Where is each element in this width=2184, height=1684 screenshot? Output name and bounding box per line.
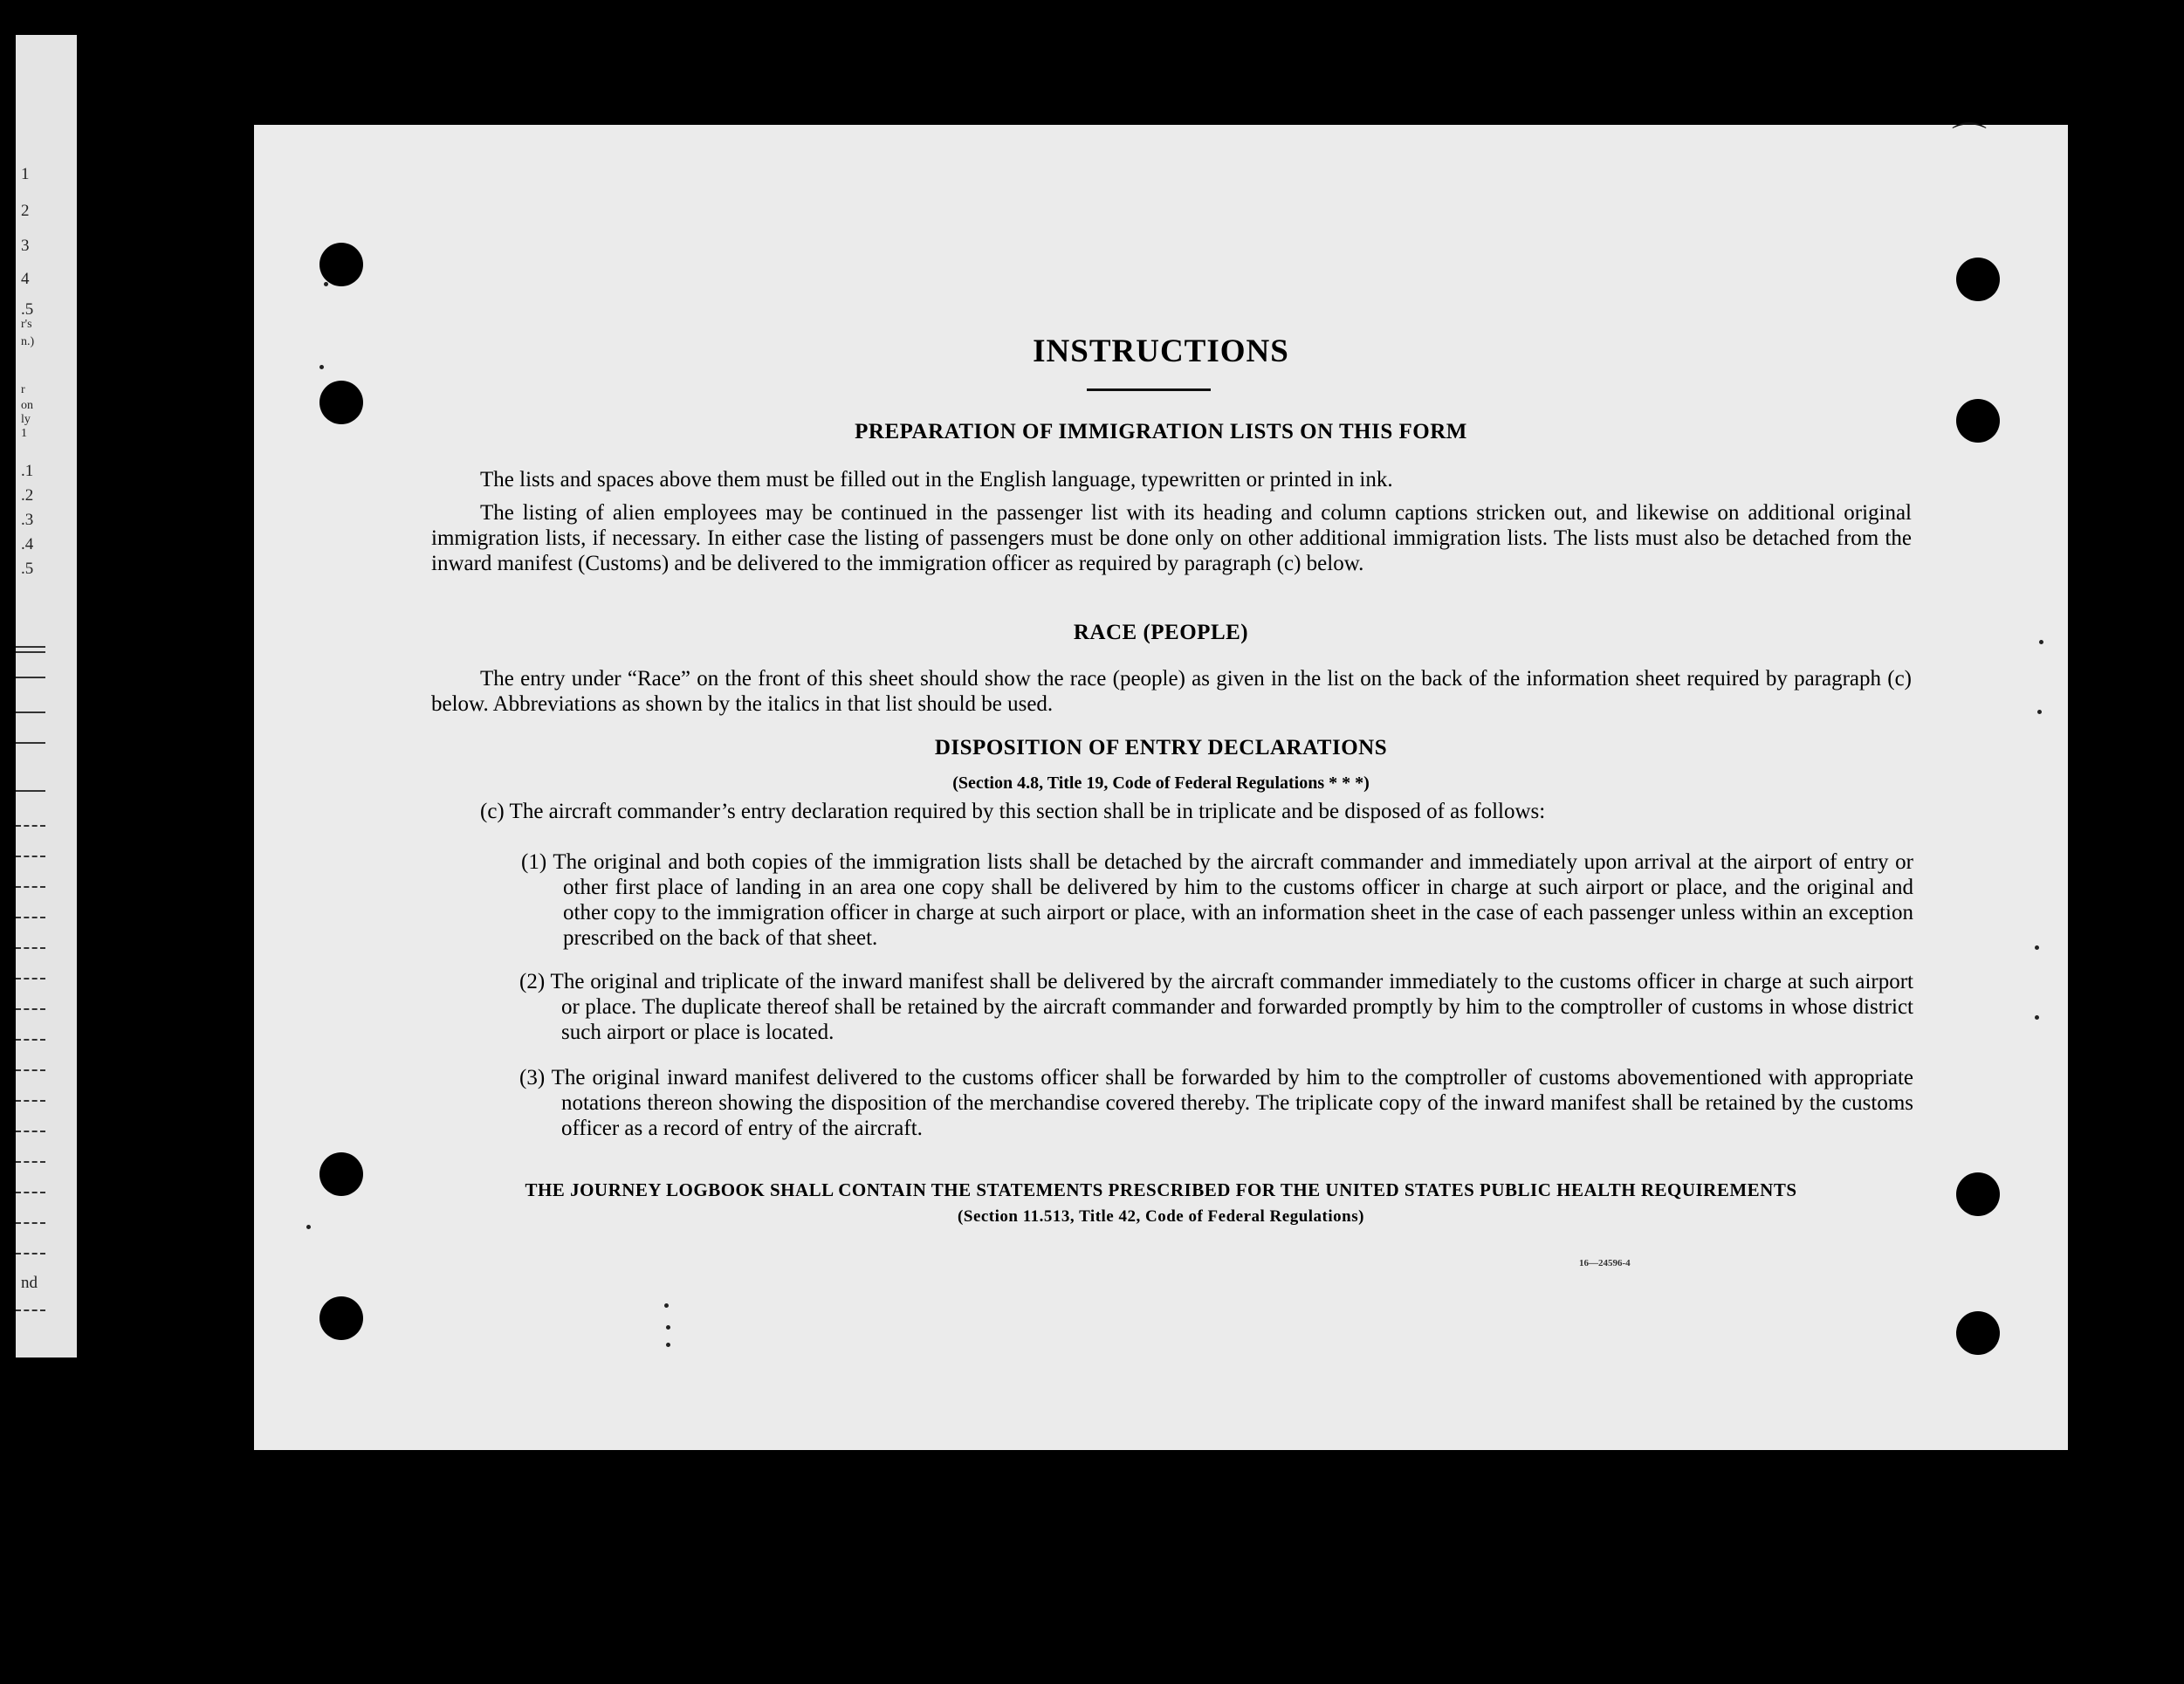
punch-hole [1956,1311,2000,1355]
list-item: (2) The original and triplicate of the inward manifest shall be delivered by the aircraft commander immediately to the customs officer in charge at such airport or place. The duplicate thereof shall be retained by the aircraft commander and forwarded promptly by him to the comptroller of customs in whose district such airport or place is located. [519,970,1913,1044]
strip-label: on [21,399,33,412]
instructions-page [254,120,2068,1450]
strip-rule [16,1131,45,1132]
strip-rule [16,646,45,648]
footer-citation: (Section 11.513, Title 42, Code of Federal Regulations) [958,1207,1364,1226]
strip-label: 1 [21,165,30,183]
strip-label: .3 [21,511,34,529]
strip-label: nd [21,1274,38,1292]
strip-label: ly [21,413,31,426]
strip-rule [16,1069,45,1071]
strip-rule [16,1222,45,1224]
strip-rule [16,856,45,857]
strip-label: 4 [21,270,30,288]
strip-rule [16,1192,45,1193]
punch-hole [1956,258,2000,301]
form-number: 16—24596-4 [1579,1258,1631,1268]
strip-rule [16,711,45,713]
list-item: (1) The original and both copies of the immigration lists shall be detached by the aircraft commander and immediately upon arrival at the airport of entry or other first place of landing in an area one copy shall be delivered by him to the customs officer in charge at such airport or place, and the original and other copy to the immigration officer in charge at such airport or place, with an information sheet in the case of each passenger unless within an exception prescribed on the back of that sheet. [521,850,1913,950]
strip-rule [16,742,45,744]
scan-speck [2035,1015,2039,1020]
scan-speck [664,1303,669,1308]
title-underline [1087,388,1211,391]
punch-hole [319,243,363,286]
section-heading-disposition: DISPOSITION OF ENTRY DECLARATIONS [934,736,1388,760]
strip-rule [16,1039,45,1041]
strip-rule [16,825,45,827]
paragraph: (c) The aircraft commander’s entry declaration required by this section shall be in triplicate and be disposed of as follows: [480,800,1546,823]
strip-label: r's [21,318,32,331]
punch-hole [319,1296,363,1340]
adjacent-sheet-strip [16,35,77,1358]
strip-rule [16,1100,45,1102]
strip-rule [16,1253,45,1254]
paragraph: The lists and spaces above them must be filled out in the English language, typewritten or printed in ink. [480,468,1393,491]
strip-label: n.) [21,335,35,348]
footer-statement: THE JOURNEY LOGBOOK SHALL CONTAIN THE STATEMENTS PRESCRIBED FOR THE UNITED STATES PUBLIC HEALTH REQUIREMENTS [525,1179,1797,1200]
scan-speck [666,1343,670,1347]
strip-label: .5 [21,560,34,578]
punch-hole [319,381,363,424]
paragraph: The entry under “Race” on the front of this sheet should show the race (people) as given in the list on the back of the information sheet required by paragraph (c) below. Abbreviations as shown by the italics in that list should be used. [431,667,1912,716]
strip-label: .4 [21,535,34,553]
strip-label: .5 [21,300,34,319]
strip-rule [16,677,45,678]
strip-label: .2 [21,486,34,505]
strip-label: 3 [21,237,30,255]
paragraph: The listing of alien employees may be continued in the passenger list with its heading and column captions stricken out, and likewise on additional original immigration lists, if necessary. In either case the listing of passengers must be done only on other additional immigration lists. The lists must also be detached from the inward manifest (Customs) and be delivered to the immigration officer as required by paragraph (c) below. [431,501,1912,575]
strip-label: 2 [21,202,30,220]
section-heading-preparation: PREPARATION OF IMMIGRATION LISTS ON THIS FORM [855,420,1467,443]
strip-label: 1 [21,427,27,440]
scan-speck [324,282,328,286]
strip-rule [16,1161,45,1163]
strip-label: r [21,383,25,396]
scan-speck [666,1325,670,1330]
section-heading-race: RACE (PEOPLE) [1073,621,1249,644]
strip-rule [16,651,45,653]
scan-speck [2035,945,2039,950]
strip-rule [16,1008,45,1010]
strip-rule [16,1309,45,1311]
strip-rule [16,886,45,888]
strip-rule [16,947,45,949]
strip-rule [16,917,45,918]
page-title: INSTRUCTIONS [1033,333,1289,369]
list-item: (3) The original inward manifest delivered to the customs officer shall be forwarded by him to the comptroller of customs abovementioned with appropriate notations thereon showing the disposition of the merchandise covered thereby. The triplicate copy of the inward manifest shall be retained by the customs officer as a record of entry of the aircraft. [519,1066,1913,1140]
scan-mark: ⌒ [1952,120,1987,160]
regulation-citation: (Section 4.8, Title 19, Code of Federal Regulations * * *) [952,773,1370,793]
scan-speck [2037,710,2042,714]
strip-label: .1 [21,462,34,480]
strip-rule [16,790,45,792]
strip-rule [16,978,45,979]
